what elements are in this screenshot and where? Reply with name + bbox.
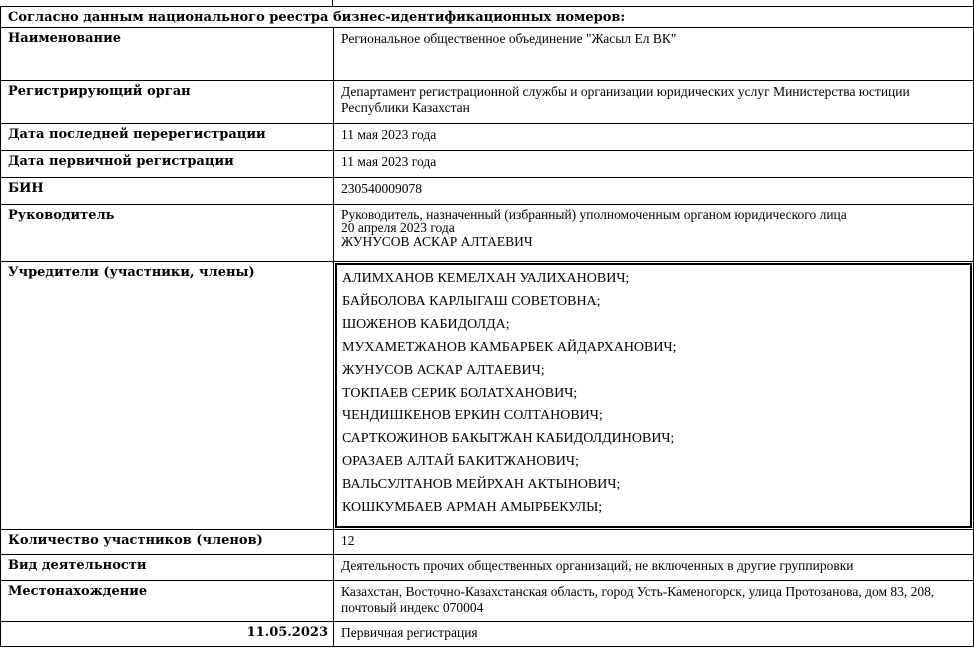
row-event xyxy=(1,622,974,647)
founder-item: БАЙБОЛОВА КАРЛЫГАШ СОВЕТОВНА; xyxy=(342,293,601,309)
founder-item: ОРАЗАЕВ АЛТАЙ БАКИТЖАНОВИЧ; xyxy=(342,454,579,470)
row-founders xyxy=(1,262,974,530)
label-head: Руководитель xyxy=(1,205,334,262)
value-registrar: Департамент регистрационной службы и организации юридических услуг Министерства юстиции Республики Казахстан xyxy=(334,81,974,124)
founders-scroll-box[interactable] xyxy=(335,263,972,528)
label-registrar: Регистрирующий орган xyxy=(1,81,334,124)
founder-item: МУХАМЕТЖАНОВ КАМБАРБЕК АЙДАРХАНОВИЧ; xyxy=(342,339,677,355)
event-type: Первичная регистрация xyxy=(334,622,974,647)
founder-item: КОШКУМБАЕВ АРМАН АМЫРБЕКУЛЫ; xyxy=(342,500,603,516)
row-count xyxy=(1,530,974,555)
registry-table xyxy=(0,6,974,647)
value-last-rereg: 11 мая 2023 года xyxy=(334,124,974,151)
row-location xyxy=(1,581,974,622)
table-header: Согласно данным национального реестра бизнес-идентификационных номеров: xyxy=(1,7,974,28)
value-count: 12 xyxy=(334,530,974,555)
value-name: Региональное общественное объединение "Жасыл Ел ВК" xyxy=(334,28,974,81)
head-date: 20 апреля 2023 года xyxy=(341,220,455,235)
label-bin: БИН xyxy=(1,178,334,205)
row-registrar xyxy=(1,81,974,124)
row-activity xyxy=(1,555,974,581)
label-founders: Учредители (участники, члены) xyxy=(1,262,334,530)
founder-item: ВАЛЬСУЛТАНОВ МЕЙРХАН АКТЫНОВИЧ; xyxy=(342,477,621,493)
value-location: Казахстан, Восточно-Казахстанская область, город Усть-Каменогорск, улица Протозанова, дом 83, 208, почтовый индекс 070004 xyxy=(334,581,974,622)
value-bin: 230540009078 xyxy=(334,178,974,205)
value-head xyxy=(334,205,974,262)
head-role: Руководитель, назначенный (избранный) уполномоченным органом юридического лица xyxy=(341,207,847,222)
label-location: Местонахождение xyxy=(1,581,334,622)
label-first-reg: Дата первичной регистрации xyxy=(1,151,334,178)
row-first-reg xyxy=(1,151,974,178)
row-bin xyxy=(1,178,974,205)
label-last-rereg: Дата последней перерегистрации xyxy=(1,124,334,151)
head-person: ЖУНУСОВ АСКАР АЛТАЕВИЧ xyxy=(341,234,533,249)
founder-item: САРТКОЖИНОВ БАКЫТЖАН КАБИДОЛДИНОВИЧ; xyxy=(342,431,675,447)
row-name xyxy=(1,28,974,81)
event-date: 11.05.2023 xyxy=(1,622,334,647)
label-activity: Вид деятельности xyxy=(1,555,334,581)
value-first-reg: 11 мая 2023 года xyxy=(334,151,974,178)
founder-item: ЧЕНДИШКЕНОВ ЕРКИН СОЛТАНОВИЧ; xyxy=(342,408,603,424)
founders-cell xyxy=(334,262,974,530)
founder-item: ЖУНУСОВ АСКАР АЛТАЕВИЧ; xyxy=(342,362,545,378)
founder-item: АЛИМХАНОВ КЕМЕЛХАН УАЛИХАНОВИЧ; xyxy=(342,271,630,286)
row-head xyxy=(1,205,974,262)
row-last-rereg xyxy=(1,124,974,151)
founder-item: ШОЖЕНОВ КАБИДОЛДА; xyxy=(342,316,510,332)
label-name: Наименование xyxy=(1,28,334,81)
label-count: Количество участников (членов) xyxy=(1,530,334,555)
table-header-row xyxy=(1,7,974,28)
founder-item: ТОКПАЕВ СЕРИК БОЛАТХАНОВИЧ; xyxy=(342,385,578,401)
value-activity: Деятельность прочих общественных организаций, не включенных в другие группировки xyxy=(334,555,974,581)
